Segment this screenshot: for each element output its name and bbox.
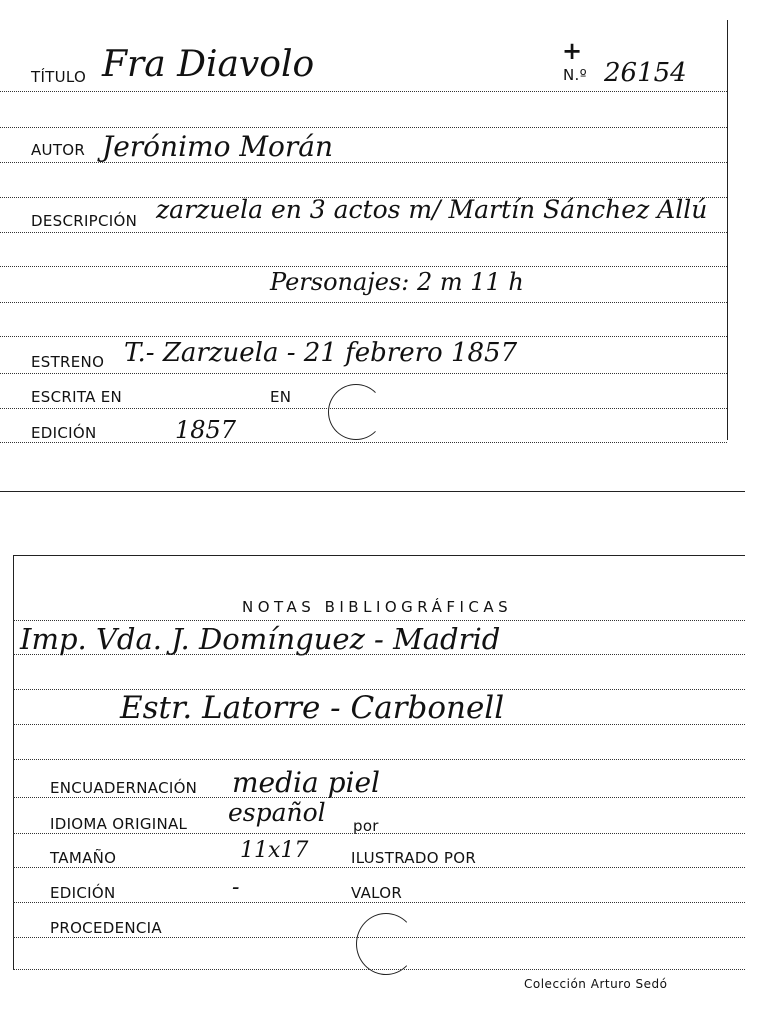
encuadernacion-value: media piel [232, 766, 380, 799]
notas-line-2 [13, 689, 745, 690]
descripcion-label: DESCRIPCIÓN [31, 212, 138, 230]
notas-line-0 [13, 620, 745, 621]
encuadernacion-line [13, 797, 745, 798]
titulo-line [0, 91, 727, 92]
idioma-label: IDIOMA ORIGINAL [50, 815, 188, 833]
edicion-label: EDICIÓN [31, 424, 97, 442]
autor-label: AUTOR [31, 141, 86, 159]
blank-line-4 [0, 302, 727, 303]
descripcion-value: zarzuela en 3 actos m/ Martín Sánchez Allú [156, 195, 708, 224]
tamano-value: 11x17 [240, 838, 309, 863]
idioma-value: español [228, 798, 326, 827]
card2-left-border [13, 555, 14, 970]
procedencia-line [13, 937, 745, 938]
blank-line-last [13, 969, 745, 970]
edicion-line [0, 442, 727, 443]
notas-line-1 [13, 654, 745, 655]
titulo-value: Fra Diavolo [102, 44, 315, 85]
notas-line-4 [13, 759, 745, 760]
estreno-value: T.- Zarzuela - 21 febrero 1857 [124, 338, 518, 368]
nota-1: Imp. Vda. J. Domínguez - Madrid [20, 622, 501, 656]
en-label: EN [270, 388, 292, 406]
edicion2-line [13, 902, 745, 903]
tamano-line [13, 867, 745, 868]
number-label: N.º [563, 66, 587, 84]
escrita-line [0, 408, 727, 409]
encuadernacion-label: ENCUADERNACIÓN [50, 779, 198, 797]
tamano-label: TAMAÑO [50, 849, 117, 867]
valor-label: VALOR [351, 884, 403, 902]
notas-line-3 [13, 724, 745, 725]
card2-top-border [13, 555, 745, 556]
autor-line [0, 162, 727, 163]
edicion2-label: EDICIÓN [50, 884, 116, 902]
escrita-label: ESCRITA EN [31, 388, 123, 406]
stamp-circle-1 [328, 384, 384, 440]
por-label: por [353, 817, 379, 835]
blank-line-1 [0, 127, 727, 128]
procedencia-label: PROCEDENCIA [50, 919, 162, 937]
notas-title: NOTAS BIBLIOGRÁFICAS [242, 598, 513, 616]
card1-right-border [727, 20, 728, 440]
ilustrado-label: ILUSTRADO POR [351, 849, 477, 867]
edicion-value: 1857 [175, 416, 237, 444]
idioma-line [13, 833, 745, 834]
number-mark: + [562, 36, 583, 65]
collection-footer: Colección Arturo Sedó [524, 977, 668, 991]
titulo-label: TÍTULO [31, 68, 87, 86]
blank-line-3 [0, 266, 727, 267]
card-separator [0, 491, 745, 492]
number-value: 26154 [604, 58, 687, 88]
estreno-line [0, 373, 727, 374]
descripcion-value-2: Personajes: 2 m 11 h [270, 268, 524, 296]
estreno-label: ESTRENO [31, 353, 105, 371]
descripcion-line [0, 232, 727, 233]
autor-value: Jerónimo Morán [102, 130, 333, 163]
blank-line-5 [0, 336, 727, 337]
stamp-circle-2 [356, 913, 416, 975]
nota-2: Estr. Latorre - Carbonell [120, 690, 505, 726]
edicion2-value: - [232, 875, 240, 900]
